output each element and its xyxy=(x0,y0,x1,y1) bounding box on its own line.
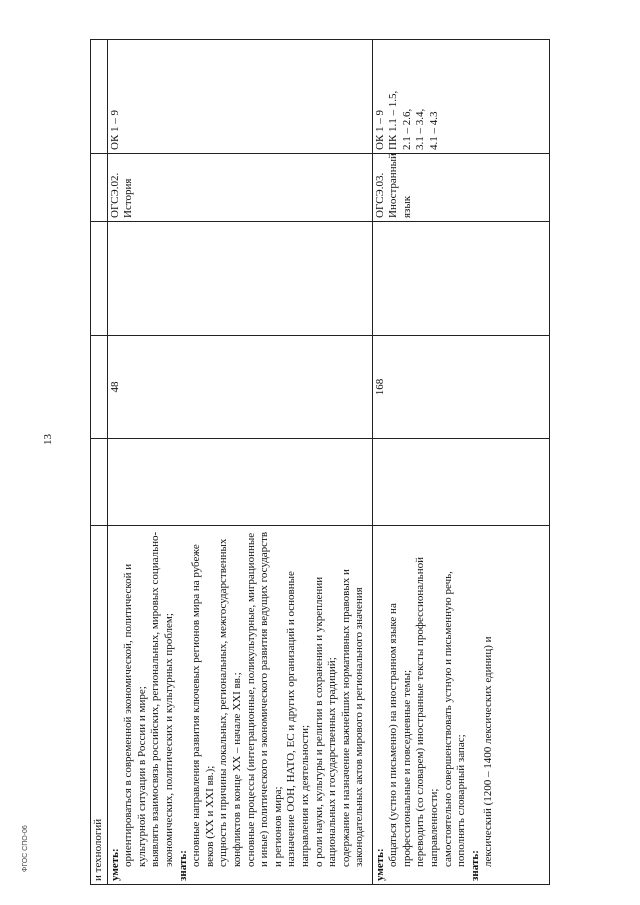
table-row-foreign-language xyxy=(372,40,549,885)
cell-language-competencies xyxy=(372,40,549,154)
language-comp-4: 3.1 – 3.4, xyxy=(414,108,427,150)
history-znat-3: основные процессы (интеграционные, поликультурные, миграционные и иные) политического и экономического развития ведущих государств и регионов мира; xyxy=(244,531,284,867)
cell-language-content xyxy=(372,526,549,885)
cell-history-competencies: ОК 1 – 9 xyxy=(107,40,372,154)
language-umet-1: общаться (устно и письменно) на иностранном языке на профессиональные и повседневные темы; xyxy=(387,603,413,867)
cell-language-empty-2 xyxy=(372,222,549,336)
history-umet-2: выявлять взаимосвязь российских, региональных, мировых социально-экономических, политических и культурных проблем; xyxy=(149,531,175,867)
footer-code: ФГОС СПО-06 xyxy=(22,825,29,872)
language-znat-1: лексический (1200 – 1400 лексических единиц) и xyxy=(482,636,495,867)
znat-label: знать: xyxy=(176,850,189,881)
znat-label: знать: xyxy=(468,850,481,881)
curriculum-table xyxy=(90,39,550,885)
language-comp-2: ПК 1.1 – 1.5, xyxy=(387,90,400,150)
cell-language-empty xyxy=(372,439,549,526)
cell-history-discipline: ОГСЭ.02. История xyxy=(107,154,372,222)
cell-history-hours: 48 xyxy=(107,336,372,439)
umet-label: уметь: xyxy=(108,848,121,881)
history-umet-1: ориентироваться в современной экономической, политической и культурной ситуации в России и мире; xyxy=(122,563,148,867)
history-znat-2: сущность и причины локальных, региональных, межгосударственных конфликтов в конце XX – начале XXI вв.; xyxy=(217,538,243,867)
umet-label: уметь: xyxy=(373,848,386,881)
history-znat-1: основные направления развития ключевых регионов мира на рубеже веков (XX и XXI вв.); xyxy=(190,544,216,867)
cell-history-empty-2 xyxy=(107,222,372,336)
language-comp-3: 2.1 – 2.6, xyxy=(400,108,413,150)
language-comp-1: ОК 1 – 9 xyxy=(373,109,386,150)
cell-language-hours: 168 xyxy=(372,336,549,439)
cell-history-empty xyxy=(107,439,372,526)
page-number: 13 xyxy=(42,434,54,445)
cell-language-discipline: ОГСЭ.03. Иностранный язык xyxy=(372,154,549,222)
table-row-header-continuation xyxy=(91,40,108,885)
cell-continuation-text: и технологий xyxy=(91,526,108,885)
language-umet-2: переводить (со словарем) иностранные тексты профессиональной направленности; xyxy=(414,557,440,867)
history-znat-5: о роли науки, культуры и религии в сохранении и укреплении национальных и государственных традиций; xyxy=(312,576,339,867)
language-umet-3: самостоятельно совершенствовать устную и письменную речь, пополнять словарный запас; xyxy=(441,571,468,867)
history-znat-6: содержание и назначение важнейших нормативных правовых и законодательных актов мирового и регионального значения xyxy=(339,569,366,867)
cell-history-content xyxy=(107,526,372,885)
table-row-history xyxy=(107,40,372,885)
curriculum-table-rotated xyxy=(90,40,550,885)
language-comp-5: 4.1 – 4.3 xyxy=(427,111,440,150)
history-znat-4: назначение ООН, НАТО, ЕС и других организаций и основные направления их деятельности; xyxy=(285,571,311,867)
